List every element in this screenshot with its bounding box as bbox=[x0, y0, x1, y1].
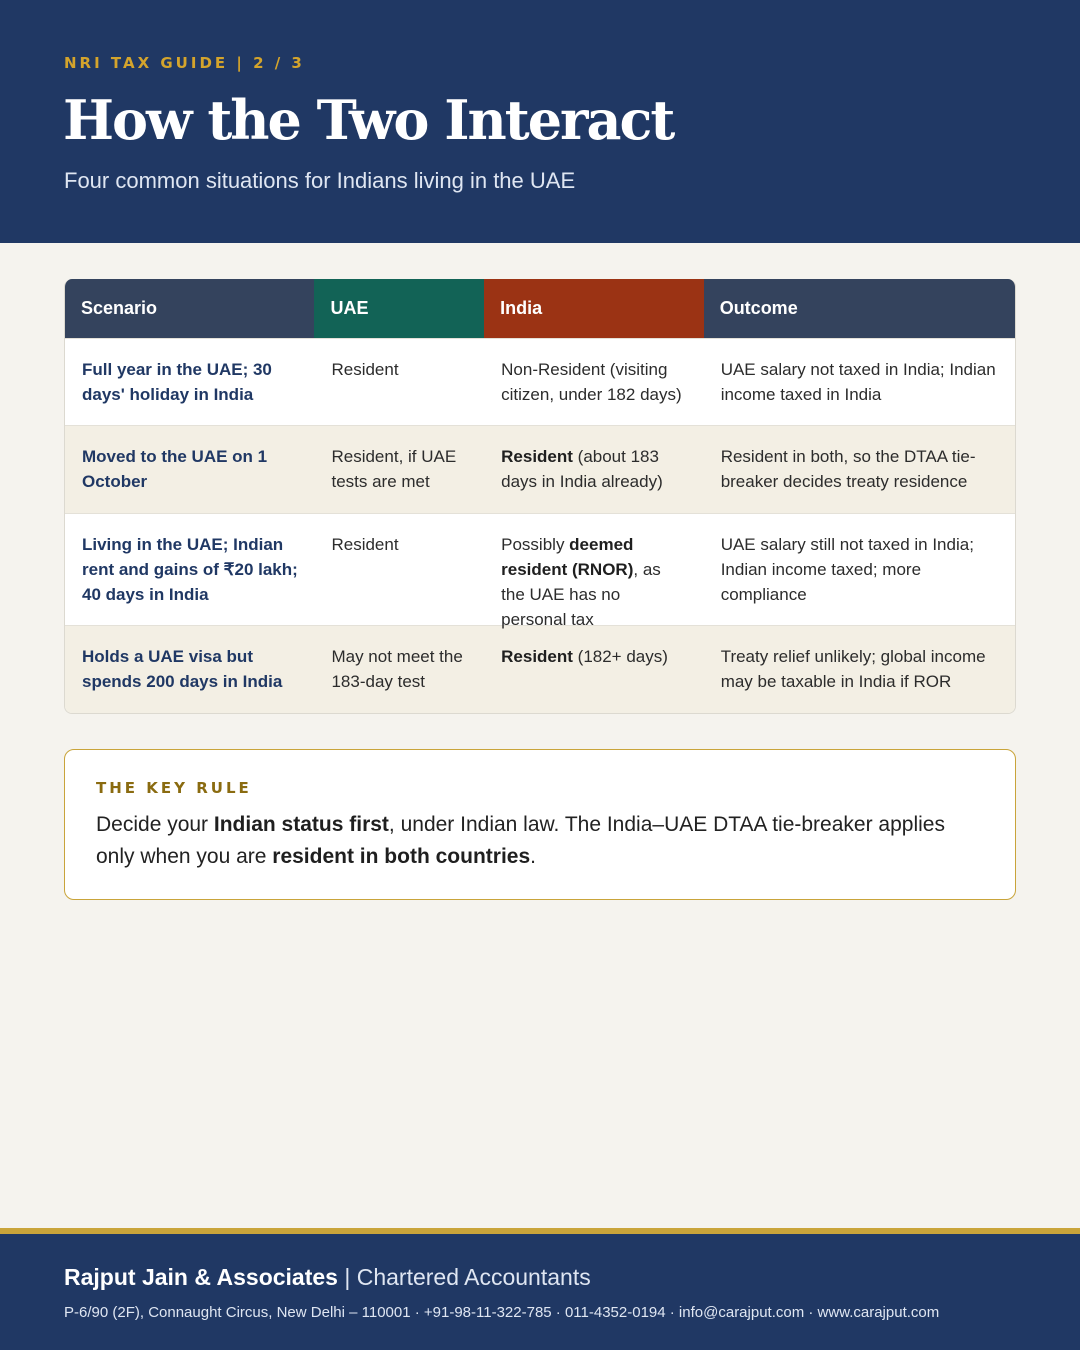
firm-separator: | bbox=[344, 1264, 351, 1290]
firm-name: Rajput Jain & Associates bbox=[64, 1264, 338, 1290]
india-cell bbox=[484, 514, 704, 629]
india-cell bbox=[484, 339, 704, 425]
outcome-cell: Resident in both, so the DTAA tie-breaker decides treaty residence bbox=[720, 447, 976, 491]
india-text: Possibly bbox=[501, 535, 570, 554]
table-row bbox=[65, 338, 1015, 425]
column-header-uae: UAE bbox=[314, 279, 484, 338]
contact-details: P-6/90 (2F), Connaught Circus, New Delhi – 110001 · +91-98-11-322-785 · 011-4352-0194 · info@carajput.com · www.carajput.com bbox=[64, 1304, 940, 1321]
table-row bbox=[65, 425, 1015, 513]
page-title: How the Two Interact bbox=[63, 88, 674, 152]
key-rule-segment: Decide your bbox=[96, 813, 214, 836]
scenario-cell: Living in the UAE; Indian rent and gains of ₹20 lakh; 40 days in India bbox=[82, 535, 298, 604]
uae-cell: Resident bbox=[331, 360, 399, 379]
column-header-scenario: Scenario bbox=[65, 279, 314, 338]
outcome-cell: Treaty relief unlikely; global income may be taxable in India if ROR bbox=[720, 647, 986, 691]
key-rule-box bbox=[64, 749, 1016, 900]
key-rule-emphasis: resident in both countries bbox=[272, 845, 531, 868]
uae-cell: May not meet the 183-day test bbox=[331, 647, 463, 691]
key-rule-emphasis: Indian status first bbox=[213, 813, 389, 836]
key-rule-segment: . bbox=[530, 845, 536, 868]
key-rule-segment: , under Indian law. The India–UAE DTAA tie-breaker applies only when you are bbox=[96, 813, 945, 868]
key-rule-label: THE KEY RULE bbox=[96, 779, 252, 797]
key-rule-text bbox=[96, 809, 986, 873]
uae-cell: Resident, if UAE tests are met bbox=[331, 447, 457, 491]
india-text: (about 183 days in India already) bbox=[501, 447, 663, 491]
india-status-bold: Resident bbox=[501, 647, 573, 666]
scenario-table bbox=[64, 279, 1016, 714]
firm-profession: Chartered Accountants bbox=[356, 1264, 591, 1290]
column-header-outcome: Outcome bbox=[704, 279, 1015, 338]
india-cell bbox=[484, 426, 704, 513]
india-text: Non-Resident (visiting citizen, under 182 days) bbox=[501, 360, 682, 404]
table-row bbox=[65, 513, 1015, 629]
india-text: , as the UAE has no personal tax bbox=[501, 560, 661, 629]
uae-cell: Resident bbox=[331, 535, 399, 554]
header-banner bbox=[0, 0, 1080, 243]
scenario-cell: Moved to the UAE on 1 October bbox=[82, 447, 268, 491]
scenario-cell: Full year in the UAE; 30 days' holiday in India bbox=[82, 360, 272, 404]
footer bbox=[0, 1228, 1080, 1350]
scenario-cell: Holds a UAE visa but spends 200 days in India bbox=[82, 647, 283, 691]
outcome-cell: UAE salary still not taxed in India; Indian income taxed; more compliance bbox=[720, 535, 974, 604]
india-status-bold: Resident bbox=[501, 447, 573, 466]
firm-line bbox=[64, 1264, 591, 1291]
page-subtitle: Four common situations for Indians living in the UAE bbox=[64, 168, 576, 193]
india-cell bbox=[484, 626, 704, 713]
india-text: (182+ days) bbox=[572, 647, 668, 666]
table-row bbox=[65, 625, 1015, 713]
outcome-cell: UAE salary not taxed in India; Indian income taxed in India bbox=[720, 360, 996, 404]
guide-kicker: NRI TAX GUIDE | 2 / 3 bbox=[64, 54, 305, 72]
table-header-row bbox=[65, 279, 1015, 338]
india-status-bold: deemed resident (RNOR) bbox=[501, 535, 634, 579]
column-header-india: India bbox=[484, 279, 704, 338]
